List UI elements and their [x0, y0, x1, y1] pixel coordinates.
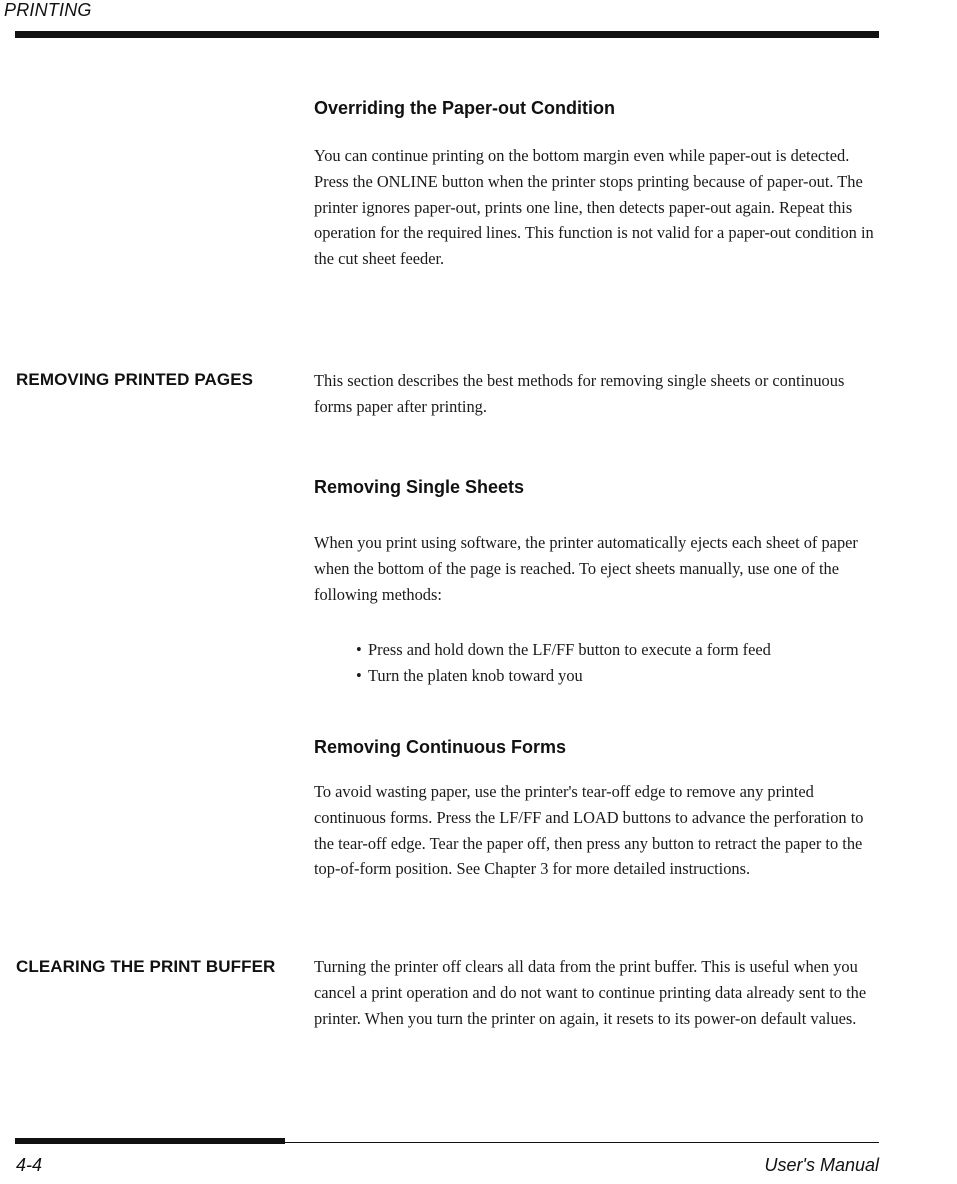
footer-rule-thin	[285, 1142, 879, 1143]
section-heading-removing-printed-pages: REMOVING PRINTED PAGES	[16, 370, 254, 389]
list-item-text: Press and hold down the LF/FF button to execute a form feed	[368, 640, 771, 659]
heading-removing-single-sheets: Removing Single Sheets	[314, 477, 525, 497]
footer-rule-thick	[15, 1138, 285, 1144]
eject-methods-list	[356, 637, 771, 689]
paragraph-overriding-paper-out: You can continue printing on the bottom margin even while paper-out is detected. Press the ONLINE button when the printer stops printing because of paper-out. The printer ignores paper-out, prints one line, then detects paper-out again. Repeat this operation for the required lines. This function is not valid for a paper-out condition in the cut sheet feeder.	[314, 146, 874, 269]
heading-removing-continuous-forms: Removing Continuous Forms	[314, 737, 566, 757]
paragraph-removing-continuous-forms: To avoid wasting paper, use the printer's tear-off edge to remove any printed continuous forms. Press the LF/FF and LOAD buttons to advance the perforation to the tear-off edge. Tear the paper off, then press any button to retract the paper to the top-of-form position. See Chapter 3 for more detailed instructions.	[314, 782, 864, 879]
heading-overriding-paper-out: Overriding the Paper-out Condition	[314, 98, 615, 118]
bullet-icon: •	[356, 666, 362, 685]
list-item	[356, 663, 771, 689]
section-heading-clearing-print-buffer: CLEARING THE PRINT BUFFER	[16, 957, 276, 976]
paragraph-clearing-print-buffer: Turning the printer off clears all data from the print buffer. This is useful when you cancel a print operation and do not want to continue printing data already sent to the printer. When you turn the printer on again, it resets to its power-on default values.	[314, 957, 867, 1028]
list-item	[356, 637, 771, 663]
running-head: PRINTING	[4, 0, 92, 20]
list-item-text: Turn the platen knob toward you	[368, 666, 583, 685]
paragraph-removing-printed-pages: This section describes the best methods for removing single sheets or continuous forms paper after printing.	[314, 371, 845, 416]
bullet-icon: •	[356, 640, 362, 659]
manual-title: User's Manual	[764, 1155, 879, 1175]
paragraph-removing-single-sheets: When you print using software, the printer automatically ejects each sheet of paper when the bottom of the page is reached. To eject sheets manually, use one of the following methods:	[314, 533, 858, 604]
top-rule	[15, 31, 879, 38]
page-number: 4-4	[16, 1155, 43, 1175]
